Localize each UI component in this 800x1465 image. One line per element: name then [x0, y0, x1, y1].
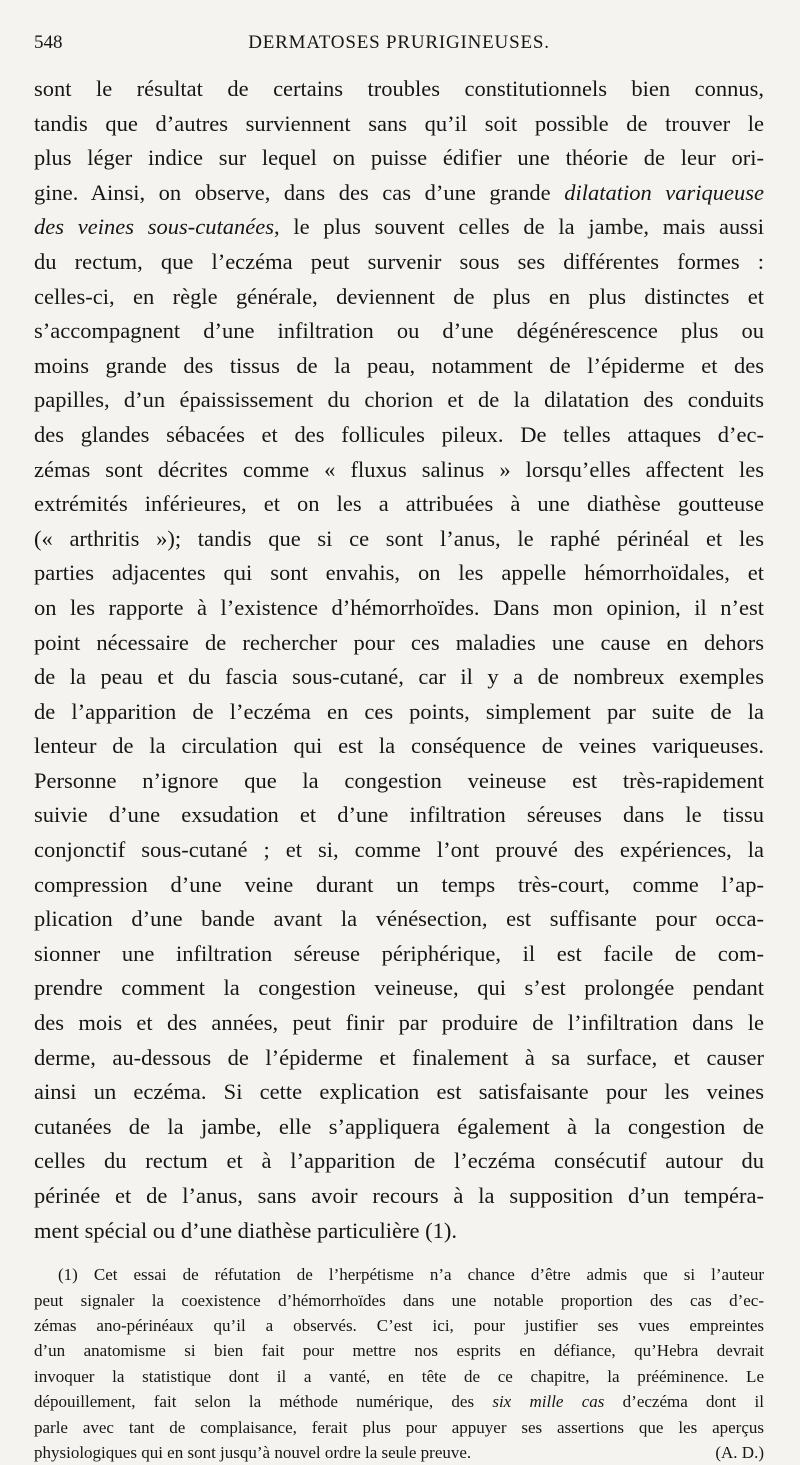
body-line-text: des veines sous-cutanées [34, 214, 274, 240]
footnote-signature: (A. D.) [715, 1442, 764, 1462]
body-line-text: plication d’une bande avant la vénésection, est suffisante pour occa- [34, 906, 764, 932]
body-line-text: gine. Ainsi, on observe, dans des cas d’une grande [34, 179, 565, 205]
body-line-text: extrémités inférieures, et on les a attribuées à une diathèse goutteuse [34, 491, 764, 517]
body-line-text: prendre comment la congestion veineuse, qui s’est prolongée pendant [34, 975, 764, 1001]
body-line [34, 556, 764, 591]
body-line-text: parties adjacentes qui sont envahis, on les appelle hémorrhoïdales, et [34, 560, 764, 586]
body-line [34, 660, 764, 695]
body-line [34, 798, 764, 833]
body-line-text: point nécessaire de rechercher pour ces maladies une cause en dehors [34, 629, 764, 655]
body-line-text: s’accompagnent d’une infiltration ou d’une dégénérescence plus ou [34, 318, 764, 344]
body-line [34, 764, 764, 799]
body-line [34, 591, 764, 626]
footnote-line-text: (1) Cet essai de réfutation de l’herpétisme n’a chance d’être admis que si l’auteur [58, 1265, 764, 1285]
body-line-text: celles du rectum et à l’apparition de l’eczéma consécutif autour du [34, 1148, 764, 1174]
body-line [34, 280, 764, 315]
footnote-line-text: parle avec tant de complaisance, ferait plus pour appuyer ses assertions que les aperçus [34, 1417, 764, 1437]
footnote-line-text: peut signaler la coexistence d’hémorrhoïdes dans une notable proportion des cas d’ec- [34, 1290, 764, 1310]
body-line-text: ainsi un eczéma. Si cette explication est satisfaisante pour les veines [34, 1079, 764, 1105]
body-line [34, 971, 764, 1006]
footnote-line-text: invoquer la statistique dont il a vanté, en tête de ce chapitre, la prééminence. Le [34, 1366, 764, 1386]
body-line [34, 72, 764, 107]
body-line-text: ment spécial ou d’une diathèse particulière (1). [34, 1217, 457, 1243]
body-line [34, 1041, 764, 1076]
running-head [34, 0, 764, 62]
body-line [34, 245, 764, 280]
body-line [34, 729, 764, 764]
body-line-text: on les rapporte à l’existence d’hémorrhoïdes. Dans mon opinion, il n’est [34, 594, 764, 620]
body-line-text: moins grande des tissus de la peau, notamment de l’épiderme et des [34, 352, 764, 378]
body-line-text: périnée et de l’anus, sans avoir recours à la supposition d’un tempéra- [34, 1183, 764, 1208]
body-line [34, 107, 764, 142]
footnote-line [34, 1440, 764, 1465]
body-line-text: cutanées de la jambe, elle s’appliquera également à la congestion de [34, 1113, 764, 1139]
body-line-text: zémas sont décrites comme « fluxus salinus » lorsqu’elles affectent les [34, 456, 764, 482]
body-line [34, 833, 764, 868]
body-line [34, 210, 764, 245]
body-line [34, 868, 764, 903]
footnote-line [34, 1262, 764, 1287]
page-number: 548 [34, 32, 63, 53]
body-line [34, 349, 764, 384]
body-line-text: sionner une infiltration séreuse périphérique, il est facile de com- [34, 940, 764, 966]
footnote-line-text: zémas ano-périnéaux qu’il a observés. C’est ici, pour justifier ses vues empreintes [34, 1315, 764, 1335]
body-line-text: de la peau et du fascia sous-cutané, car il y a de nombreux exemples [34, 664, 764, 690]
body-line-text: tandis que d’autres surviennent sans qu’il soit possible de trouver le [34, 110, 764, 136]
running-title: DERMATOSES PRURIGINEUSES. [248, 32, 550, 53]
body-line-text: Personne n’ignore que la congestion veineuse est très-rapidement [34, 767, 764, 793]
body-line-text: dilatation variqueuse [564, 179, 764, 205]
body-line [34, 937, 764, 972]
body-line [34, 141, 764, 176]
body-line [34, 1075, 764, 1110]
footnote-line-text: six mille cas [492, 1392, 605, 1412]
body-line-text: celles-ci, en règle générale, deviennent de plus en plus distinctes et [34, 283, 764, 309]
body-line [34, 176, 764, 211]
footnote-line [34, 1288, 764, 1313]
footnote-line [34, 1389, 764, 1414]
body-text [34, 72, 764, 1248]
body-line [34, 1214, 764, 1249]
footnote-line-text: d’un anatomisme si bien fait pour mettre nos esprits en défiance, qu’Hebra devrait [34, 1341, 764, 1361]
body-line-text: derme, au-dessous de l’épiderme et finalement à sa surface, et causer [34, 1044, 764, 1070]
body-line-text: des glandes sébacées et des follicules pileux. De telles attaques d’ec- [34, 421, 764, 447]
body-line [34, 626, 764, 661]
body-line [34, 314, 764, 349]
body-line [34, 522, 764, 557]
footnote-line-text: d’eczéma dont il [604, 1392, 764, 1412]
body-line-text: suivie d’une exsudation et d’une infiltration séreuses dans le tissu [34, 802, 764, 828]
body-line [34, 1006, 764, 1041]
footnote-line [34, 1338, 764, 1363]
body-line-text: conjonctif sous-cutané ; et si, comme l’ont prouvé des expériences, la [34, 837, 764, 863]
body-line-text: compression d’une veine durant un temps très-court, comme l’ap- [34, 871, 764, 897]
body-line-text: sont le résultat de certains troubles constitutionnels bien connus, [34, 76, 764, 101]
body-line [34, 695, 764, 730]
body-line [34, 902, 764, 937]
body-line [34, 1144, 764, 1179]
body-line-text: du rectum, que l’eczéma peut survenir sous ses différentes formes : [34, 248, 764, 274]
footnote-line-text: dépouillement, fait selon la méthode numérique, des [34, 1392, 493, 1412]
body-line-text: des mois et des années, peut finir par produire de l’infiltration dans le [34, 1010, 764, 1036]
body-line [34, 487, 764, 522]
footnote [34, 1262, 764, 1465]
body-line [34, 383, 764, 418]
body-line-text: lenteur de la circulation qui est la conséquence de veines variqueuses. [34, 733, 764, 759]
body-line [34, 1110, 764, 1145]
body-line [34, 453, 764, 488]
body-line-text: de l’apparition de l’eczéma en ces points, simplement par suite de la [34, 698, 764, 724]
body-line-text: (« arthritis »); tandis que si ce sont l’anus, le raphé périnéal et les [34, 525, 764, 551]
footnote-line-text: physiologiques qui en sont jusqu’à nouvel ordre la seule preuve. [34, 1442, 472, 1462]
footnote-line [34, 1313, 764, 1338]
footnote-line [34, 1415, 764, 1440]
body-line [34, 418, 764, 453]
body-line-text: , le plus souvent celles de la jambe, mais aussi [273, 214, 764, 240]
body-line-text: papilles, d’un épaississement du chorion et de la dilatation des conduits [34, 387, 764, 413]
body-line [34, 1179, 764, 1214]
body-line-text: plus léger indice sur lequel on puisse édifier une théorie de leur ori- [34, 145, 764, 171]
footnote-line [34, 1364, 764, 1389]
